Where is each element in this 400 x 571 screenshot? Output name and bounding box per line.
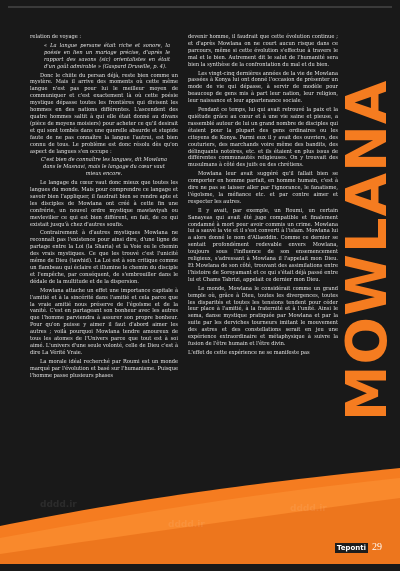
watermark: dddd.ir <box>168 520 205 530</box>
paragraph: Le monde, Mowlana le considérait comme un grand temple où, grâce à Dieu, toutes les divergences, toutes les disparités et toutes les tensions tendent pour céder leur place à l'amitié, à la fraternité et à l'unité. Ainsi le sema, danse mystique pratiquée par Mowlana et par la suite par les derviches tourneurs imitant le mouvement des astres et des constellations serait en jeu une expérience extraordinaire et métaphysique à suivre la fusion de l'être humain et l'être divin. <box>188 285 338 347</box>
bottom-strip <box>0 564 400 571</box>
paragraph: Les vingt-cinq dernières années de la vie de Mowlana passées à Konya lui ont donné l'occasion de présenter un mode de vie qui dépasse, à servir de modèle pour beaucoup de gens mis à part leur nation, leur religion, leur naissance et leur appartenance sociale. <box>188 70 338 105</box>
paragraph: Mowlana attache un effet une importance capitale à l'amitié et à la sincérité dans l'amitié et cela parce que la vraie amitié nous préserve de l'égoïsme et de la vanité. C'est en partageant son bonheur avec les autres que l'homme parviendra à assurer son propre bonheur. Pour qu'on puisse y aimer il faut d'abord aimer les autres ; voilà pourquoi Mowlana tendre amoureux de tous les atomes de l'Univers parce que tout est à soi aimé. L'univers d'une seule volonté, celle de Dieu c'est à dire La Vérité Vraie. <box>30 287 178 356</box>
paragraph: Le langage du cœur vaut donc mieux que toutes les langues du monde. Mais pour comprendre ce langage et savoir bien l'appliquer, il faudrait bien se rendre apte et les disciples de Mowlana ont créé à cette fin une confrérie, un nouvel ordre mystique mawlaviyah ou mevlevilier ce qui est bien différent, en fait, de ce qui existait jusqu'à chez d'autres soufis. <box>30 180 178 228</box>
paragraph: Pendant ce temps, lui qui avait retrouvé la paix et la quiétude grâce au cœur et à une vie saine et pieuse, a rassemblé autour de lui un grand nombre de disciples qui étaient pour la plupart des gens ordinaires ou les citoyens de Konya. Parmi eux il y avait des ouvriers, des couturiers, des marchands voire même des bandits, des délinquants notoires, etc. et ils étaient en plus issus de différentes communautés religieuses. On y trouvait des musulmans à côté des juifs ou des chrétiens. <box>188 107 338 169</box>
right-column <box>188 34 338 359</box>
paragraph: Il y avait, par exemple, un Roumi, un certain Sanayeas qui avait été juge compatible et finalement condamné à mort pour avoir commis un crime. Mowlana lui a sauvé la vie et il s'est converti à l'islam. Mowlana lui a alors donné le nom d'Allaeddin. Comme ce dernier se sentait profondément redevable envers Mowlana, toujours sous l'influence de son ensemencement religieux, s'adressant à Mowlana il l'appelait mon Dieu. Et Mowlana de son côté, trouvant des assimilations entre l'histoire de Soroyamant et ce qui s'était déjà passé entre lui et Chams Tabrizi, appelait ce dernier mon Dieu. <box>188 207 338 283</box>
left-column <box>30 34 178 382</box>
magazine-brand: Teponti <box>336 543 366 552</box>
watermark: dddd.ir <box>40 500 77 510</box>
page-number: 29 <box>372 542 382 553</box>
watermark: dddd.ir <box>290 504 327 514</box>
citation: C'est bien de connaître les langues, dit Mowlana dans le Masnavi, mais le langage du cœur vaut mieux encore. <box>41 157 167 178</box>
block-quote: « La langue persane était riche et sonore, la poésie en lien un mariage précise, d'après le rapport des savons (sic) orientalistes en était d'un goût admirable » (Gaspard Druwille, p. 4). <box>44 42 170 70</box>
paragraph: Mowlana leur avait suggéré qu'il fallait bien se comporter en homme parfait, en homme humain, c'est à dire ne pas se laisser aller par l'ignorance, le fanatisme, l'égoïsme, la méfiance etc. et par contre aimer et respecter les autres. <box>188 171 338 205</box>
paragraph: La morale idéal recherché par Roumi est un monde marqué par l'évolution et basé sur l'humanisme. Puisque l'homme passe plusieurs phases <box>30 358 178 379</box>
paragraph: Donc le chiite du persan déjà, reste bien comme un mystère. Mais il arrive des moments où cette même langue n'est pas pour lui le meilleur moyen de communiquer et c'est exactement là où cette poésie mystique dépasse toutes les frontières qui divisent les hommes en des nations différentes. L'ascendent des quatre hommes saltit à qui elle était donné au divans (pièce de moyens moisiers) pour acheter ce qu'il desirait et qui sont tombés dans une querelle absurde et stupide faute de ne pas connaître la langue l'autrui, est bien connu de tous. Le problème est donc résolu dès qu'on aspect de langues s'en occupe : <box>30 72 178 155</box>
title-text: MOWLANA <box>335 79 400 421</box>
vertical-title <box>335 70 400 430</box>
paragraph: L'effet de cette expérience ne se manifeste pas <box>188 349 310 356</box>
page-footer <box>335 542 382 553</box>
lead-text: relation de voyage : <box>30 34 82 40</box>
paragraph: Contrairement à d'autres mystiques Mowlana ne reconnaît pas l'existence pour ainsi dire, d'une ligne de partage entre la Loi (la Sharia) et la Voie ou le chemin des vrais mystiques. Ce que les trouvé c'est l'unicité même de Dieu (tawhid). La Loi est à son critique comme un flambeau qui éclaire et illumine le chemin du disciple et l'empêche, par conséquent, de s'embrouiller dans le dédale de la multitude et de la dispersion. <box>30 230 178 285</box>
top-rule <box>8 6 392 8</box>
lead-text: devenir homme, il faudrait que cette évolution continue ; et d'après Mowlana on ne court aucun risque dans ce parcours, même si cette évolution s'effectue à travers le mal et le bien. Autrement dit le salut de l'humanité sera bien la synthèse de la confrontation du mal et du bien. <box>188 34 338 68</box>
